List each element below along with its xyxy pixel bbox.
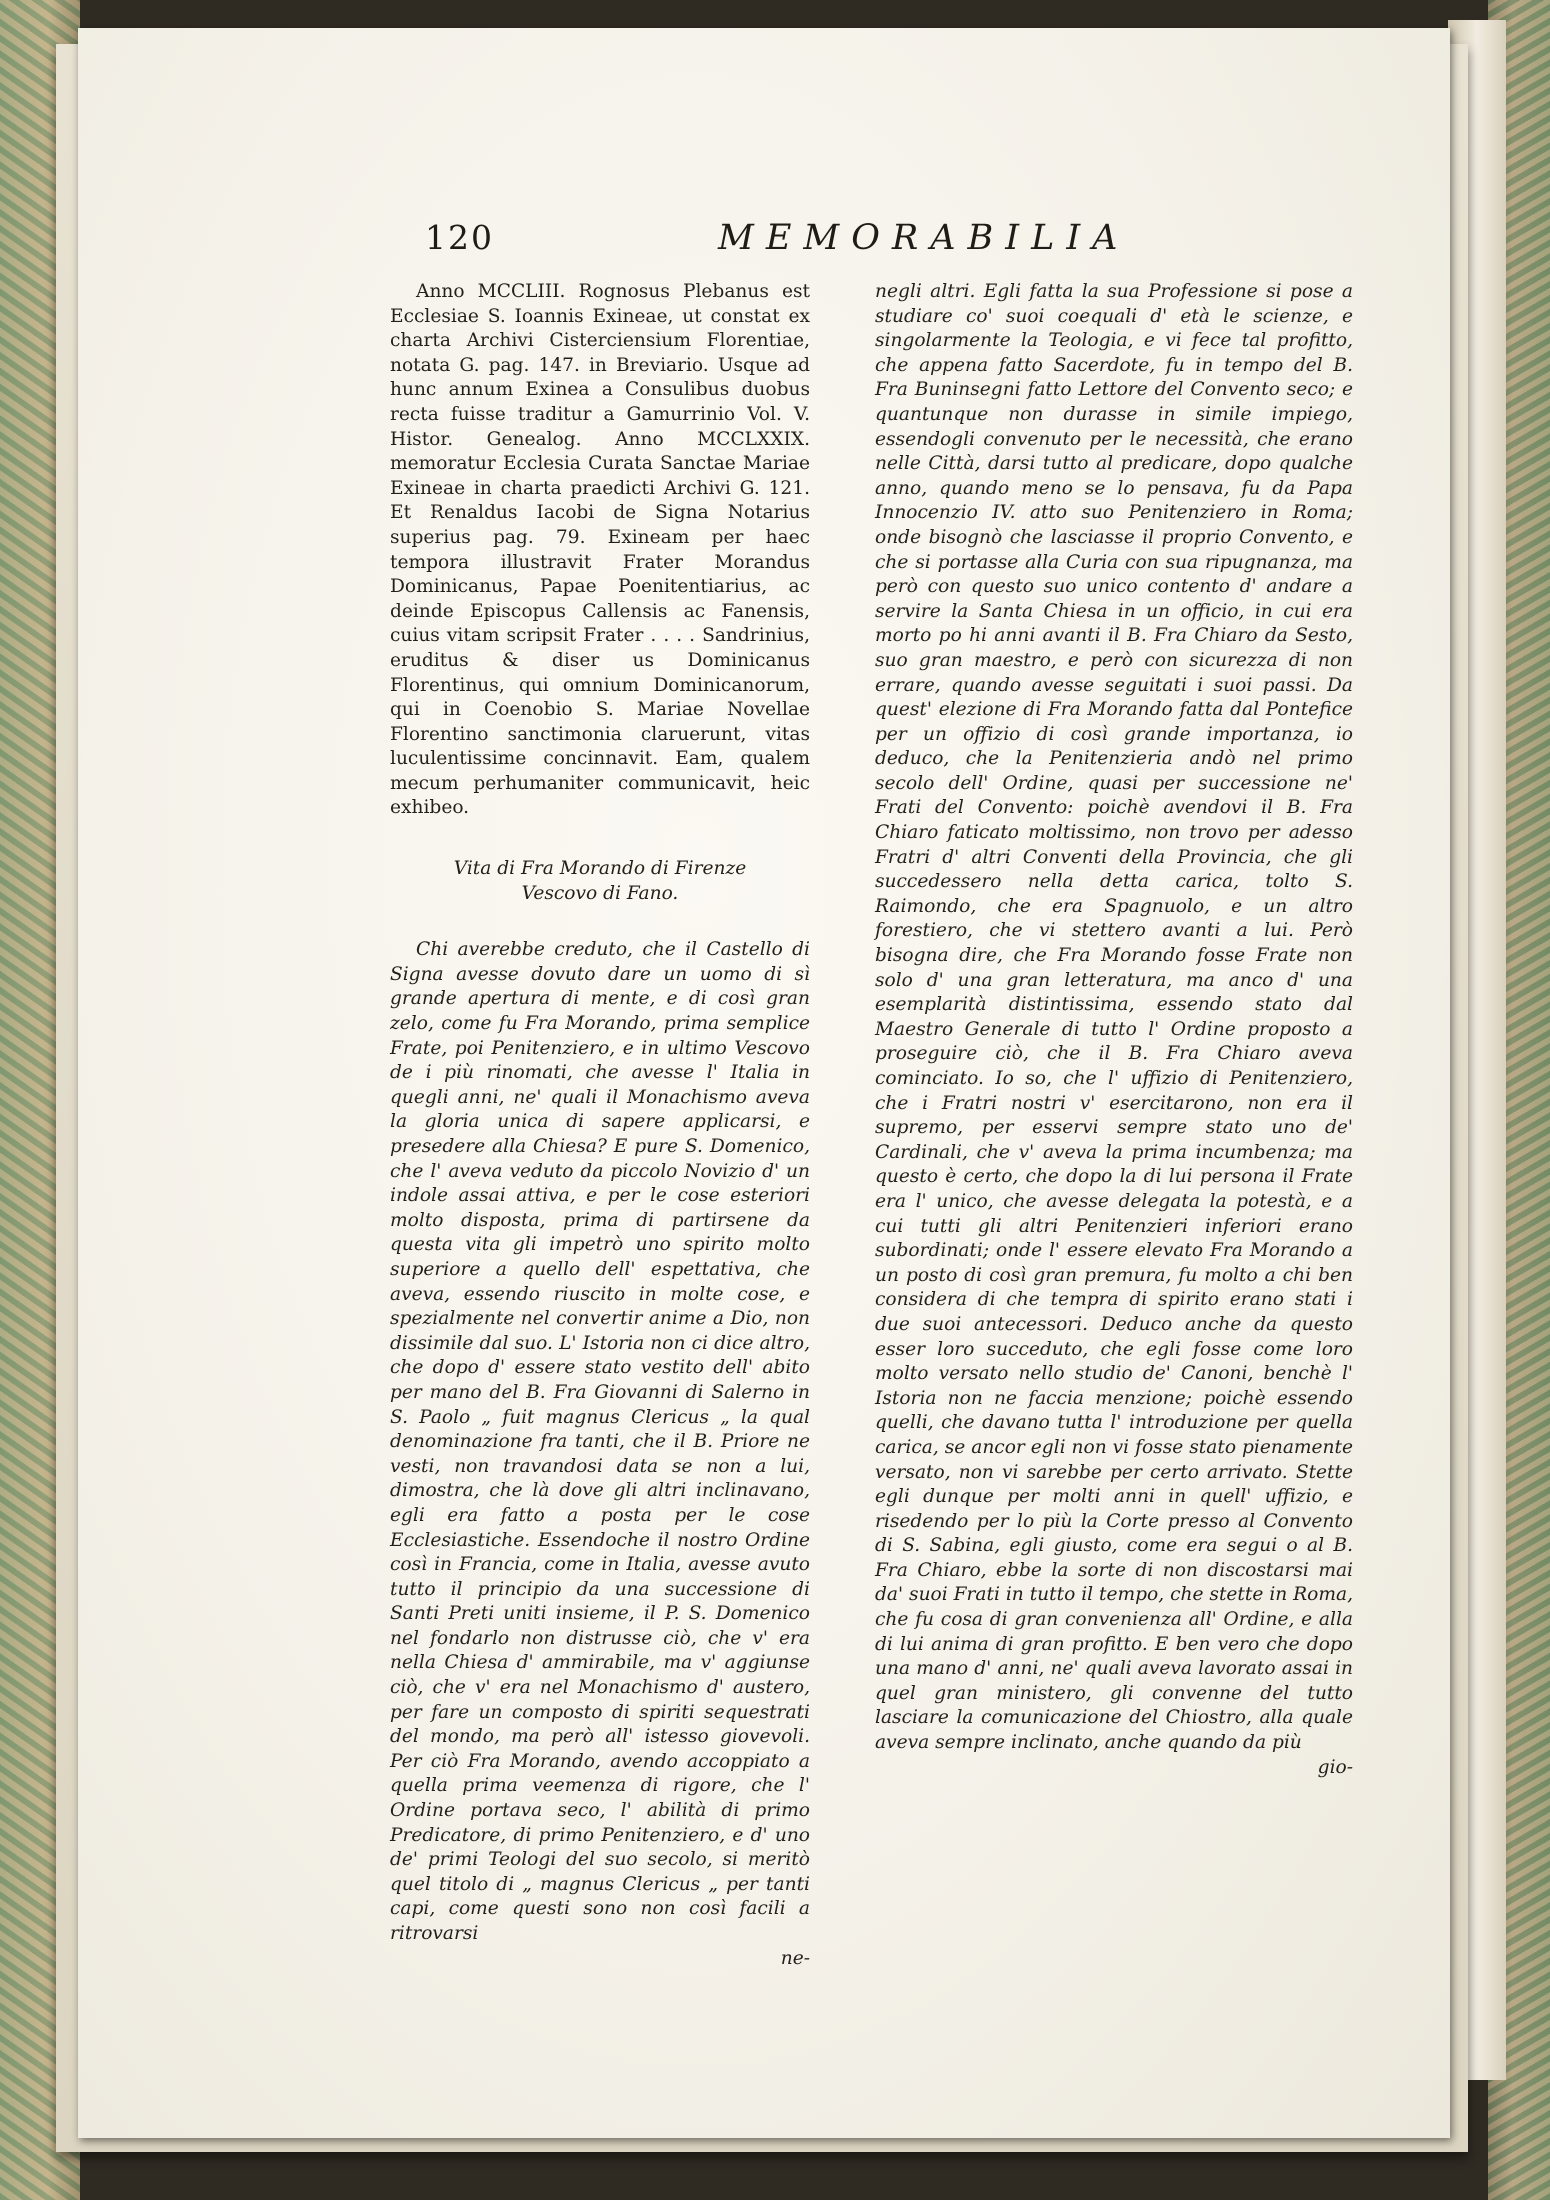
right-catchword: gio- [1317,1756,1353,1778]
right-column [875,280,1353,1780]
right-column-text: negli altri. Egli fatta la sua Professione si pose a studiare co' suoi coequali d' età le scienze, e singolarmente la Teologia, e vi fece tal profitto, che appena fatto Sacerdote, fu in tempo del B. Fra Buninsegni fatto Lettore del Convento seco; e quantunque non durasse in simile impiego, essendogli convenuto per le necessità, che erano nelle Città, darsi tutto al predicare, dopo qualche anno, quando meno se lo pensava, fu da Papa Innocenzio IV. atto suo Penitenziero in Roma; onde bisognò che lasciasse il proprio Convento, e che si portasse alla Curia con sua ripugnanza, ma però con questo suo unico contento d' andare a servire la Santa Chiesa in un officio, in cui era morto po hi anni avanti il B. Fra Chiaro da Sesto, suo gran maestro, e però con sicurezza di non errare, quando avesse seguitati i suoi passi. Da quest' elezione di Fra Morando fatta dal Pontefice per un offizio di così grande importanza, io deduco, che la Penitenzieria andò nel primo secolo dell' Ordine, quasi per successione ne' Frati del Convento: poichè avendovi il B. Fra Chiaro faticato moltissimo, non trovo per adesso Fratri d' altri Conventi della Provincia, che gli succedessero nella detta carica, tolto S. Raimondo, che era Spagnuolo, e un altro forestiero, che vi stettero avanti a lui. Però bisogna dire, che Fra Morando fosse Frate non solo d' una gran letteratura, ma anco d' una esemplarità distintissima, essendo stato dal Maestro Generale di tutto l' Ordine proposto a proseguire ciò, che il B. Fra Chiaro aveva cominciato. Io so, che l' uffizio di Penitenziero, che i Fratri nostri v' esercitarono, non era il supremo, per esservi sempre stato uno de' Cardinali, che v' aveva la prima incumbenza; ma questo è certo, che dopo la di lui persona il Frate era l' unico, che avesse delegata la potestà, e a cui tutti gli altri Penitenzieri inferiori erano subordinati; onde l' essere elevato Fra Morando a un posto di così gran premura, fu molto a chi ben considera di che tempra di spirito erano stati i due suoi antecessori. Deduco anche da questo esser loro succeduto, che egli fosse come loro molto versato nello studio de' Canoni, benchè l' Istoria non ne faccia menzione; poichè essendo quelli, che davano tutta l' introduzione per quella carica, se ancor egli non vi fosse stato pienamente versato, non vi sarebbe per certo arrivato. Stette egli dunque per molti anni in quell' uffizio, e risedendo per lo più la Corte presso al Convento di S. Sabina, egli giusto, come era segui o al B. Fra Chiaro, ebbe la sorte di non discostarsi mai da' suoi Frati in tutto il tempo, che stette in Roma, che fu cosa di gran convenienza all' Ordine, e alla di lui anima di gran profitto. E ben vero che dopo una mano d' anni, ne' quali aveva lavorato assai in quel gran ministero, gli convenne del tutto lasciare la comunicazione del Chiostro, alla quale aveva sempre inclinato, anche quando da più [875,281,1353,1754]
heading-line-1: Vita di Fra Morando di Firenze [453,858,747,880]
running-head [425,218,1130,268]
left-catchword: ne- [780,1947,810,1969]
section-heading [390,857,810,906]
vita-paragraph: Chi averebbe creduto, che il Castello di Signa avesse dovuto dare un uomo di sì grande apertura di mente, e di così gran zelo, come fu Fra Morando, prima semplice Frate, poi Penitenziero, e in ultimo Vescovo de i più rinomati, che avesse l' Italia in quegli anni, ne' quali il Monachismo aveva la gloria unica di sapere applicarsi, e presedere alla Chiesa? E pure S. Domenico, che l' aveva veduto da piccolo Novizio d' un indole assai attiva, e per le cose esteriori molto disposta, prima di partirsene da questa vita gli impetrò uno spirito molto superiore a quello dell' espettativa, che aveva, essendo riuscito in molte cose, e spezialmente nel convertir anime a Dio, non dissimile dal suo. L' Istoria non ci dice altro, che dopo d' essere stato vestito dell' abito per mano del B. Fra Giovanni di Salerno in S. Paolo „ fuit magnus Clericus „ la qual denominazione fra tanti, che il B. Priore ne vesti, non travandosi data se non a lui, dimostra, che là dove gli altri inclinavano, egli era fatto a posta per le cose Ecclesiastiche. Essendoche il nostro Ordine così in Francia, come in Italia, avesse avuto tutto il principio da una successione di Santi Preti uniti insieme, il P. S. Domenico nel fondarlo non distrusse ciò, che v' era nella Chiesa d' ammirabile, ma v' aggiunse ciò, che v' era nel Monachismo d' austero, per fare un composto di spiriti sequestrati del mondo, ma però all' istesso giovevoli. Per ciò Fra Morando, avendo accoppiato a quella prima veemenza di rigore, che l' Ordine portava seco, l' abilità di primo Predicatore, di primo Penitenziero, e d' uno de' primi Teologi del suo secolo, si meritò quel titolo di „ magnus Clericus „ per tanti capi, come questi sono non così facili a ritrovarsi [390,939,810,1944]
running-title: MEMORABILIA [718,218,1130,258]
intro-paragraph: Anno MCCLIII. Rognosus Plebanus est Ecclesiae S. Ioannis Exineae, ut constat ex charta Archivi Cisterciensium Florentiae, notata G. pag. 147. in Breviario. Usque ad hunc annum Exinea a Consulibus duobus recta fuisse traditur a Gamurrinio Vol. V. Histor. Genealog. Anno MCCLXXIX. memoratur Ecclesia Curata Sanctae Mariae Exineae in charta praedicti Archivi G. 121. Et Renaldus Iacobi de Signa Notarius superius pag. 79. Exineam per haec tempora illustravit Frater Morandus Dominicanus, Papae Poenitentiarius, ac deinde Episcopus Callensis ac Fanensis, cuius vitam scripsit Frater . . . . Sandrinius, eruditus & diser us Dominicanus Florentinus, qui omnium Dominicanorum, qui in Coenobio S. Mariae Novellae Florentino sanctimonia claruerunt, vitas luculentissime concinnavit. Eam, qualem mecum perhumaniter communicavit, heic exhibeo. [390,281,810,819]
page-number: 120 [425,218,494,257]
heading-line-2: Vescovo di Fano. [521,882,679,904]
left-column [390,280,810,1971]
